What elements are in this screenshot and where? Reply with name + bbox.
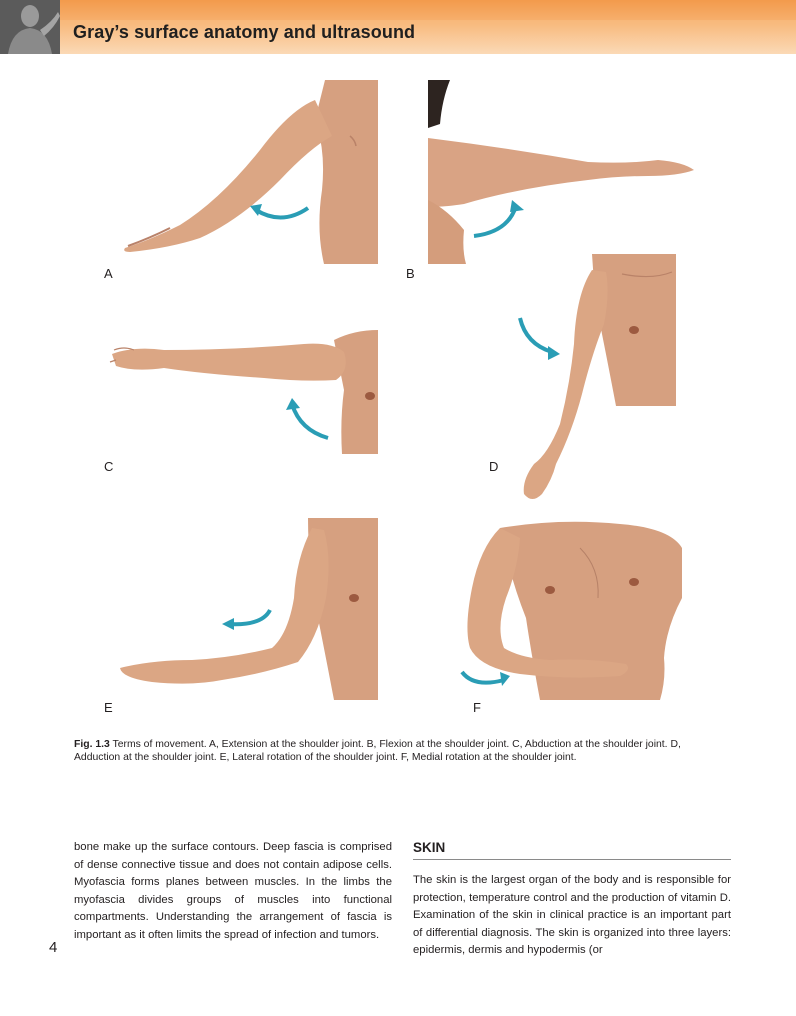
body-text-left-column: bone make up the surface contours. Deep fascia is comprised of dense connective tissue and does not contain adipose cells. Myofascia forms planes between muscles. In the limbs the myofascia divides groups of muscles into functional compartments. Understanding the arrangement of fascia is important as it often limits the spread of infection and tumors.: [74, 841, 392, 941]
panel-label-c: C: [104, 459, 114, 474]
movement-arrow: [228, 610, 270, 624]
header-accent-strip: [60, 0, 796, 20]
panel-label-a: A: [104, 266, 113, 281]
movement-arrow: [256, 208, 308, 218]
movement-arrow: [462, 672, 504, 683]
figure-panel-b-photo: [428, 80, 698, 264]
figure-panel-f-photo: [460, 518, 682, 700]
figure-caption: [74, 738, 724, 764]
figure-panel-e-photo: [112, 518, 378, 700]
header-thumbnail-image: [0, 0, 60, 54]
section-heading-skin: SKIN: [413, 840, 731, 860]
figure-panel-a-photo: [110, 80, 378, 264]
panel-label-f: F: [473, 700, 481, 715]
panel-label-b: B: [406, 266, 415, 281]
figure-caption-text: Terms of movement. A, Extension at the shoulder joint. B, Flexion at the shoulder joint. C, Abduction at the shoulder joint. D, Adduction at the shoulder joint. E, Lateral rotation of the shoulder joint. F, Medial rotation at the shoulder joint.: [74, 739, 681, 763]
body-text-right-column: The skin is the largest organ of the body and is responsible for protection, temperature control and the production of vitamin D. Examination of the skin in clinical practice is an important part of differential diagnosis. The skin is organized into three layers: epidermis, dermis and hypodermis (or: [413, 874, 731, 957]
movement-arrow: [292, 404, 328, 438]
figure-panel-d-photo: [512, 254, 676, 512]
panel-label-e: E: [104, 700, 113, 715]
page-number: 4: [49, 939, 58, 956]
figure-panel-c-photo: [104, 330, 378, 454]
running-header-title: Gray’s surface anatomy and ultrasound: [73, 22, 416, 42]
panel-label-d: D: [489, 459, 499, 474]
movement-arrow: [520, 318, 552, 352]
movement-arrow: [474, 206, 516, 236]
figure-caption-label: Fig. 1.3: [74, 739, 110, 750]
